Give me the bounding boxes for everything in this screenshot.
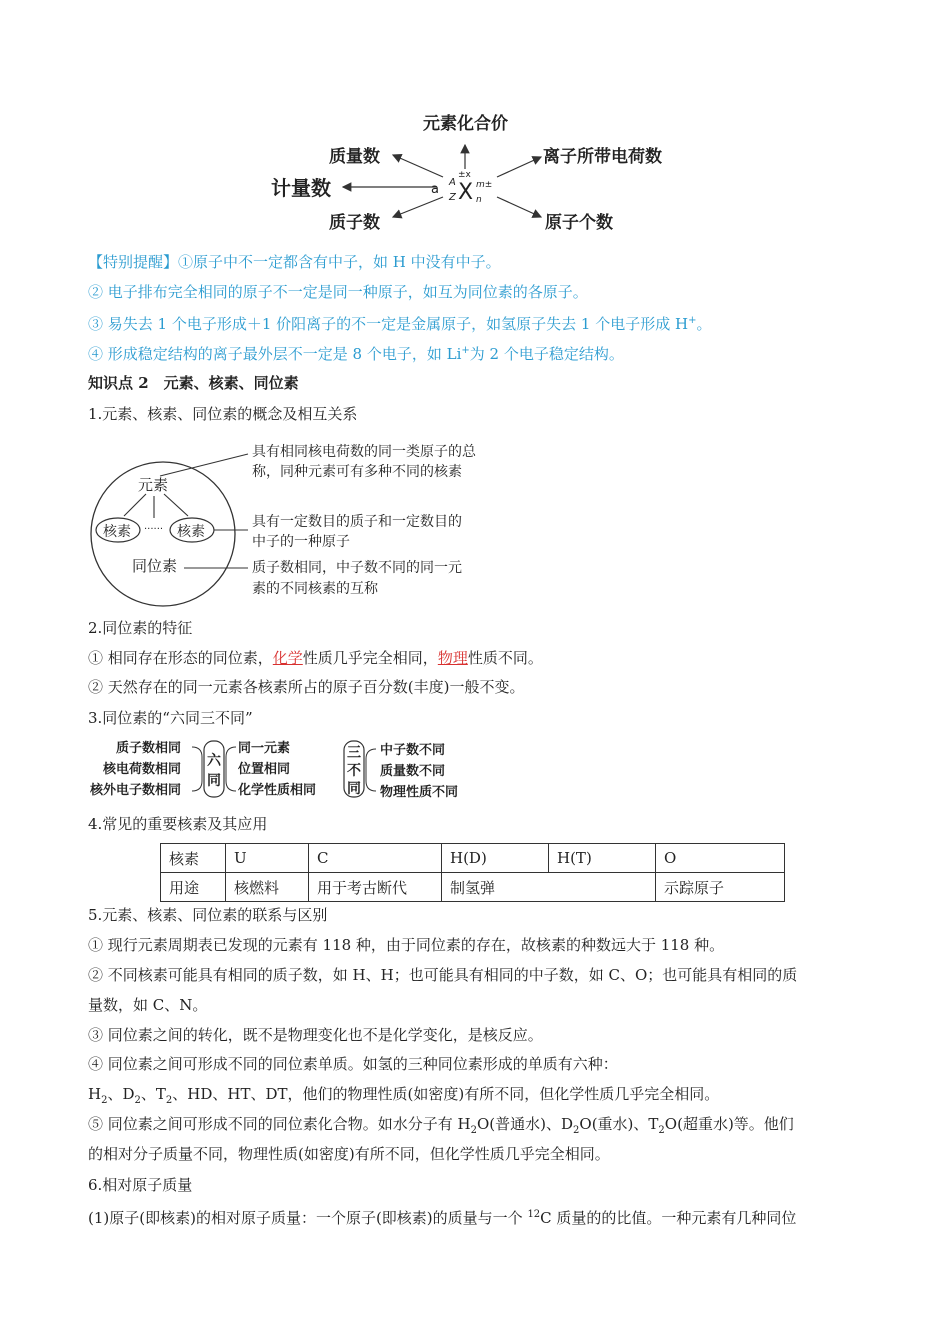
subsection-2-title: 2.同位素的特征 — [88, 619, 193, 637]
charge-mark: m± — [476, 180, 493, 190]
d2-symbol: D — [122, 1085, 135, 1103]
def-nuclide-1: 具有一定数目的质子和一定数目的 — [252, 514, 462, 530]
table-row — [161, 844, 785, 873]
s6-line-1-a: (1)原子(即核素)的相对原子质量：一个原子(即核素)的质量与一个 — [88, 1209, 528, 1227]
label-proton-number: 质子数 — [329, 213, 380, 233]
diagram-element: 元素 — [138, 476, 169, 494]
c12-sup: 12 — [527, 1209, 541, 1220]
subsection-6-title: 6.相对原子质量 — [88, 1176, 193, 1194]
s5-line-6-a: ⑤ 同位素之间可形成不同的同位素化合物。如水分子有 H — [88, 1115, 471, 1133]
valence-sign: ±x — [458, 170, 471, 180]
feature-1-chemical: 化学 — [272, 649, 303, 667]
water-sub-1: 2 — [470, 1125, 477, 1136]
label-atom-count: 原子个数 — [545, 213, 613, 233]
s5-line-2a: ② 不同核素可能具有相同的质子数，如 H、H；也可能具有相同的中子数，如 C、O；也可能具有相同的质 — [88, 966, 798, 984]
label-ion-charge: 离子所带电荷数 — [543, 147, 662, 167]
d2-sub: 2 — [134, 1095, 141, 1106]
atom-symbol-diagram — [265, 105, 695, 237]
table-cell: H(D) — [442, 844, 549, 873]
left-item-1: 质子数相同 — [116, 741, 182, 756]
def-isotope-1: 质子数相同，中子数不同的同一元 — [252, 560, 462, 576]
three-item-3: 物理性质不同 — [380, 785, 459, 800]
table-cell: 核素 — [161, 844, 226, 873]
reminder-4-sup: + — [461, 345, 470, 356]
right-item-1: 同一元素 — [238, 741, 291, 756]
table-row — [161, 873, 785, 902]
reminder-prefix: 【特别提醒】 — [88, 253, 179, 271]
t2-symbol: T — [155, 1085, 166, 1103]
table-cell: U — [226, 844, 309, 873]
table-cell: O — [656, 844, 785, 873]
concept-diagram — [88, 438, 508, 608]
six-label-1: 六 — [207, 753, 221, 769]
element-symbol-X: X — [458, 180, 474, 205]
reminder-4 — [88, 340, 624, 365]
def-element-2: 称，同种元素可有多种不同的核素 — [252, 464, 462, 480]
subsection-3-title: 3.同位素的“六同三不同” — [88, 709, 253, 727]
s5-line-6-b: O(普通水)、D — [477, 1115, 574, 1133]
s6-line-1-b: C 质量的的比值。一种元素有几种同位 — [540, 1209, 797, 1227]
atomic-number-Z: Z — [449, 192, 456, 203]
feature-1-physical: 物理 — [437, 649, 468, 667]
coefficient-a: a — [431, 182, 439, 197]
s5-line-3: ③ 同位素之间的转化，既不是物理变化也不是化学变化，是核反应。 — [88, 1026, 543, 1044]
s5-line-6-c: O(重水)、T — [579, 1115, 659, 1133]
reminder-1-text: ①原子中不一定都含有中子，如 H 中没有中子。 — [178, 253, 501, 271]
sep-1: 、 — [107, 1085, 123, 1103]
label-coefficient: 计量数 — [271, 176, 331, 200]
table-cell: 用于考古断代 — [309, 873, 442, 902]
feature-1-e: 性质不同。 — [467, 649, 543, 667]
s5-line-6-d: O(超重水)等。他们 — [664, 1115, 794, 1133]
s5-line-4: ④ 同位素之间可形成不同的同位素单质。如氢的三种同位素形成的单质有六种： — [88, 1055, 618, 1073]
three-label-2: 不 — [347, 763, 361, 779]
reminder-3-text: ③ 易失去 1 个电子形成＋1 价阳离子的不一定是金属原子，如氢原子失去 1 个电子形成 H — [88, 315, 689, 333]
s5-line-5-rest: 、HD、HT、DT，他们的物理性质(如密度)有所不同，但化学性质几乎完全相同。 — [172, 1085, 720, 1103]
reminder-4-text-b: 为 2 个电子稳定结构。 — [469, 345, 624, 363]
three-item-1: 中子数不同 — [380, 743, 446, 758]
label-valence: 元素化合价 — [423, 114, 508, 134]
def-isotope-2: 素的不同核素的互称 — [252, 581, 378, 597]
t2-sub: 2 — [165, 1095, 173, 1106]
left-item-2: 核电荷数相同 — [103, 762, 182, 777]
table-cell: H(T) — [549, 844, 656, 873]
feature-1-a: ① 相同存在形态的同位素， — [88, 649, 273, 667]
nuclide-table — [160, 843, 785, 902]
right-item-3: 化学性质相同 — [238, 783, 317, 798]
s6-line-1 — [88, 1204, 796, 1229]
isotope-feature-2: ② 天然存在的同一元素各核素所占的原子百分数(丰度)一般不变。 — [88, 678, 525, 696]
diagram-isotope: 同位素 — [132, 557, 178, 575]
reminder-2: ② 电子排布完全相同的原子不一定是同一种原子，如互为同位素的各原子。 — [88, 283, 588, 301]
h2-sub: 2 — [101, 1095, 108, 1106]
three-item-2: 质量数不同 — [380, 764, 446, 779]
s5-line-6 — [88, 1113, 794, 1142]
left-item-3: 核外电子数相同 — [90, 783, 182, 798]
def-element-1: 具有相同核电荷数的同一类原子的总 — [252, 444, 476, 460]
reminder-3 — [88, 310, 712, 335]
s5-line-7: 的相对分子质量不同，物理性质(如密度)有所不同，但化学性质几乎完全相同。 — [88, 1145, 610, 1163]
mass-number-A: A — [449, 177, 456, 188]
s5-line-5 — [88, 1083, 719, 1112]
water-sub-2: 2 — [573, 1125, 580, 1136]
table-cell: C — [309, 844, 442, 873]
table-cell: 用途 — [161, 873, 226, 902]
table-cell: 核燃料 — [226, 873, 309, 902]
feature-1-c: 性质几乎完全相同， — [302, 649, 438, 667]
reminder-4-text-a: ④ 形成稳定结构的离子最外层不一定是 8 个电子，如 Li — [88, 345, 462, 363]
six-label-2: 同 — [207, 773, 221, 789]
isotope-feature-1 — [88, 647, 543, 669]
def-nuclide-2: 中子的一种原子 — [252, 534, 350, 550]
diagram-nuclide-right: 核素 — [177, 524, 205, 540]
s5-line-1: ① 现行元素周期表已发现的元素有 118 种，由于同位素的存在，故核素的种数远大于 118 种。 — [88, 936, 725, 954]
sep-2: 、 — [140, 1085, 156, 1103]
water-sub-3: 2 — [658, 1125, 665, 1136]
six-three-diagram — [88, 737, 478, 803]
subsection-1-title: 1.元素、核素、同位素的概念及相互关系 — [88, 405, 358, 423]
s5-line-2b: 量数，如 C、N。 — [88, 996, 208, 1014]
diagram-nuclide-left: 核素 — [103, 524, 131, 540]
label-mass-number: 质量数 — [329, 147, 380, 167]
subsection-5-title: 5.元素、核素、同位素的联系与区别 — [88, 906, 328, 924]
reminder-3-end: 。 — [696, 315, 712, 333]
subscript-n: n — [476, 195, 482, 205]
diagram-dots: ······ — [144, 524, 164, 535]
h2-symbol: H — [88, 1085, 102, 1103]
three-label-3: 同 — [347, 781, 361, 797]
reminder-1 — [88, 251, 501, 273]
reminder-3-sup: + — [688, 315, 697, 326]
subsection-4-title: 4.常见的重要核素及其应用 — [88, 815, 268, 833]
table-cell: 示踪原子 — [656, 873, 785, 902]
three-label-1: 三 — [347, 745, 361, 761]
right-item-2: 位置相同 — [238, 762, 291, 777]
section-heading: 知识点 2 元素、核素、同位素 — [88, 374, 299, 392]
table-cell: 制氢弹 — [442, 873, 656, 902]
